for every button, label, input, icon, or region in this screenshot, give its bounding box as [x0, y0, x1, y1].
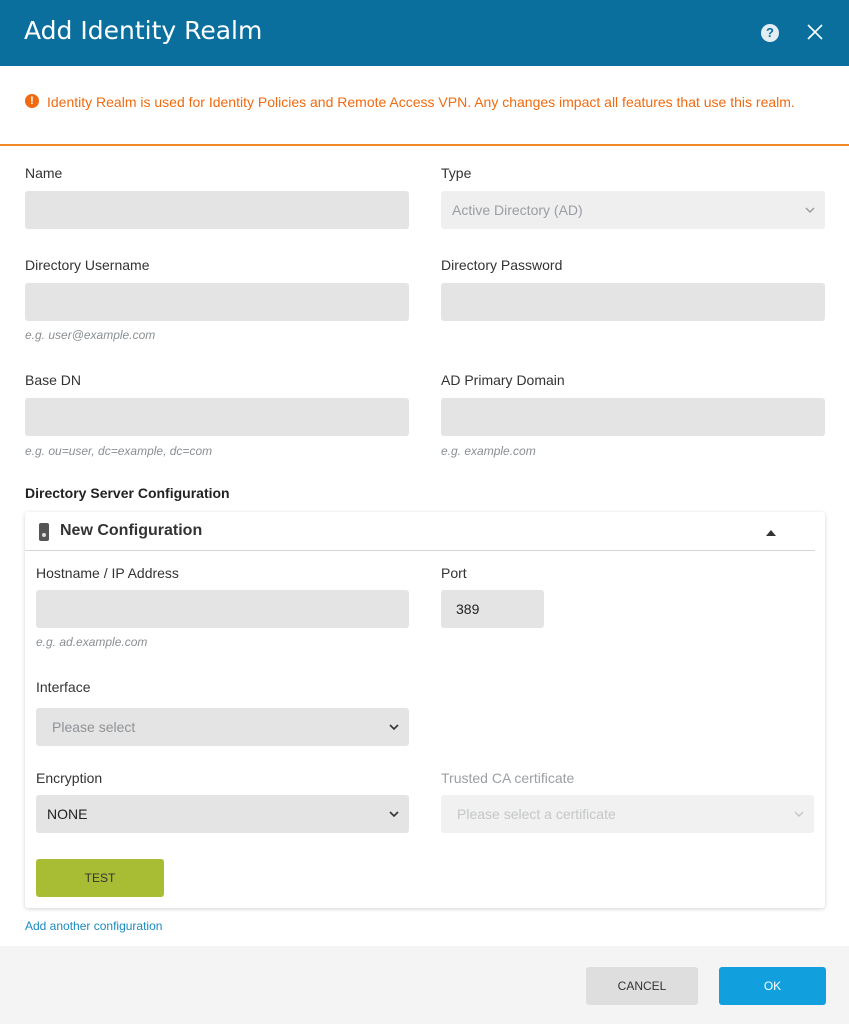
config-card-header[interactable] [25, 512, 815, 551]
type-select[interactable] [441, 191, 825, 229]
dialog-title: Add Identity Realm [24, 16, 263, 45]
dir-username-hint: e.g. user@example.com [25, 328, 156, 342]
dialog-footer [0, 946, 849, 1024]
ok-button[interactable]: OK [719, 967, 826, 1005]
hostname-input[interactable] [36, 590, 409, 628]
encryption-select-value: NONE [47, 806, 88, 822]
ad-domain-hint: e.g. example.com [441, 444, 536, 458]
close-icon[interactable] [805, 22, 825, 42]
server-icon [39, 523, 49, 541]
chevron-down-icon [389, 722, 399, 732]
interface-select-value: Please select [52, 719, 136, 735]
chevron-down-icon [805, 205, 815, 215]
name-label: Name [25, 165, 63, 181]
interface-select[interactable] [36, 708, 409, 746]
config-card-title: New Configuration [60, 522, 203, 539]
type-select-value: Active Directory (AD) [452, 202, 583, 218]
help-icon[interactable]: ? [761, 24, 779, 42]
dir-password-label: Directory Password [441, 257, 563, 273]
test-button[interactable]: TEST [36, 859, 164, 897]
ca-cert-label: Trusted CA certificate [441, 770, 575, 786]
warning-banner [0, 66, 849, 146]
dir-password-input[interactable] [441, 283, 825, 321]
port-label: Port [441, 565, 467, 581]
ad-domain-label: AD Primary Domain [441, 372, 565, 388]
ad-domain-input[interactable] [441, 398, 825, 436]
warning-text: Identity Realm is used for Identity Policies and Remote Access VPN. Any changes impact all features that use this realm. [47, 94, 795, 110]
ca-cert-select-value: Please select a certificate [457, 806, 616, 822]
hostname-hint: e.g. ad.example.com [36, 635, 148, 649]
dir-username-input[interactable] [25, 283, 409, 321]
base-dn-label: Base DN [25, 372, 82, 388]
encryption-select[interactable] [36, 795, 409, 833]
chevron-down-icon [794, 809, 804, 819]
ca-cert-select [441, 795, 814, 833]
hostname-label: Hostname / IP Address [36, 565, 179, 581]
type-label: Type [441, 165, 472, 181]
base-dn-input[interactable] [25, 398, 409, 436]
base-dn-hint: e.g. ou=user, dc=example, dc=com [25, 444, 213, 458]
add-configuration-link[interactable]: Add another configuration [25, 919, 163, 933]
interface-label: Interface [36, 679, 91, 695]
encryption-label: Encryption [36, 770, 103, 786]
port-input[interactable]: 389 [441, 590, 544, 628]
name-input[interactable] [25, 191, 409, 229]
dir-username-label: Directory Username [25, 257, 150, 273]
cancel-button[interactable]: CANCEL [586, 967, 698, 1005]
chevron-down-icon [389, 809, 399, 819]
collapse-caret-icon[interactable] [766, 530, 776, 536]
server-config-card [25, 512, 825, 908]
server-config-title: Directory Server Configuration [25, 485, 230, 501]
dialog-header [0, 0, 849, 66]
warning-icon: ! [25, 94, 39, 108]
